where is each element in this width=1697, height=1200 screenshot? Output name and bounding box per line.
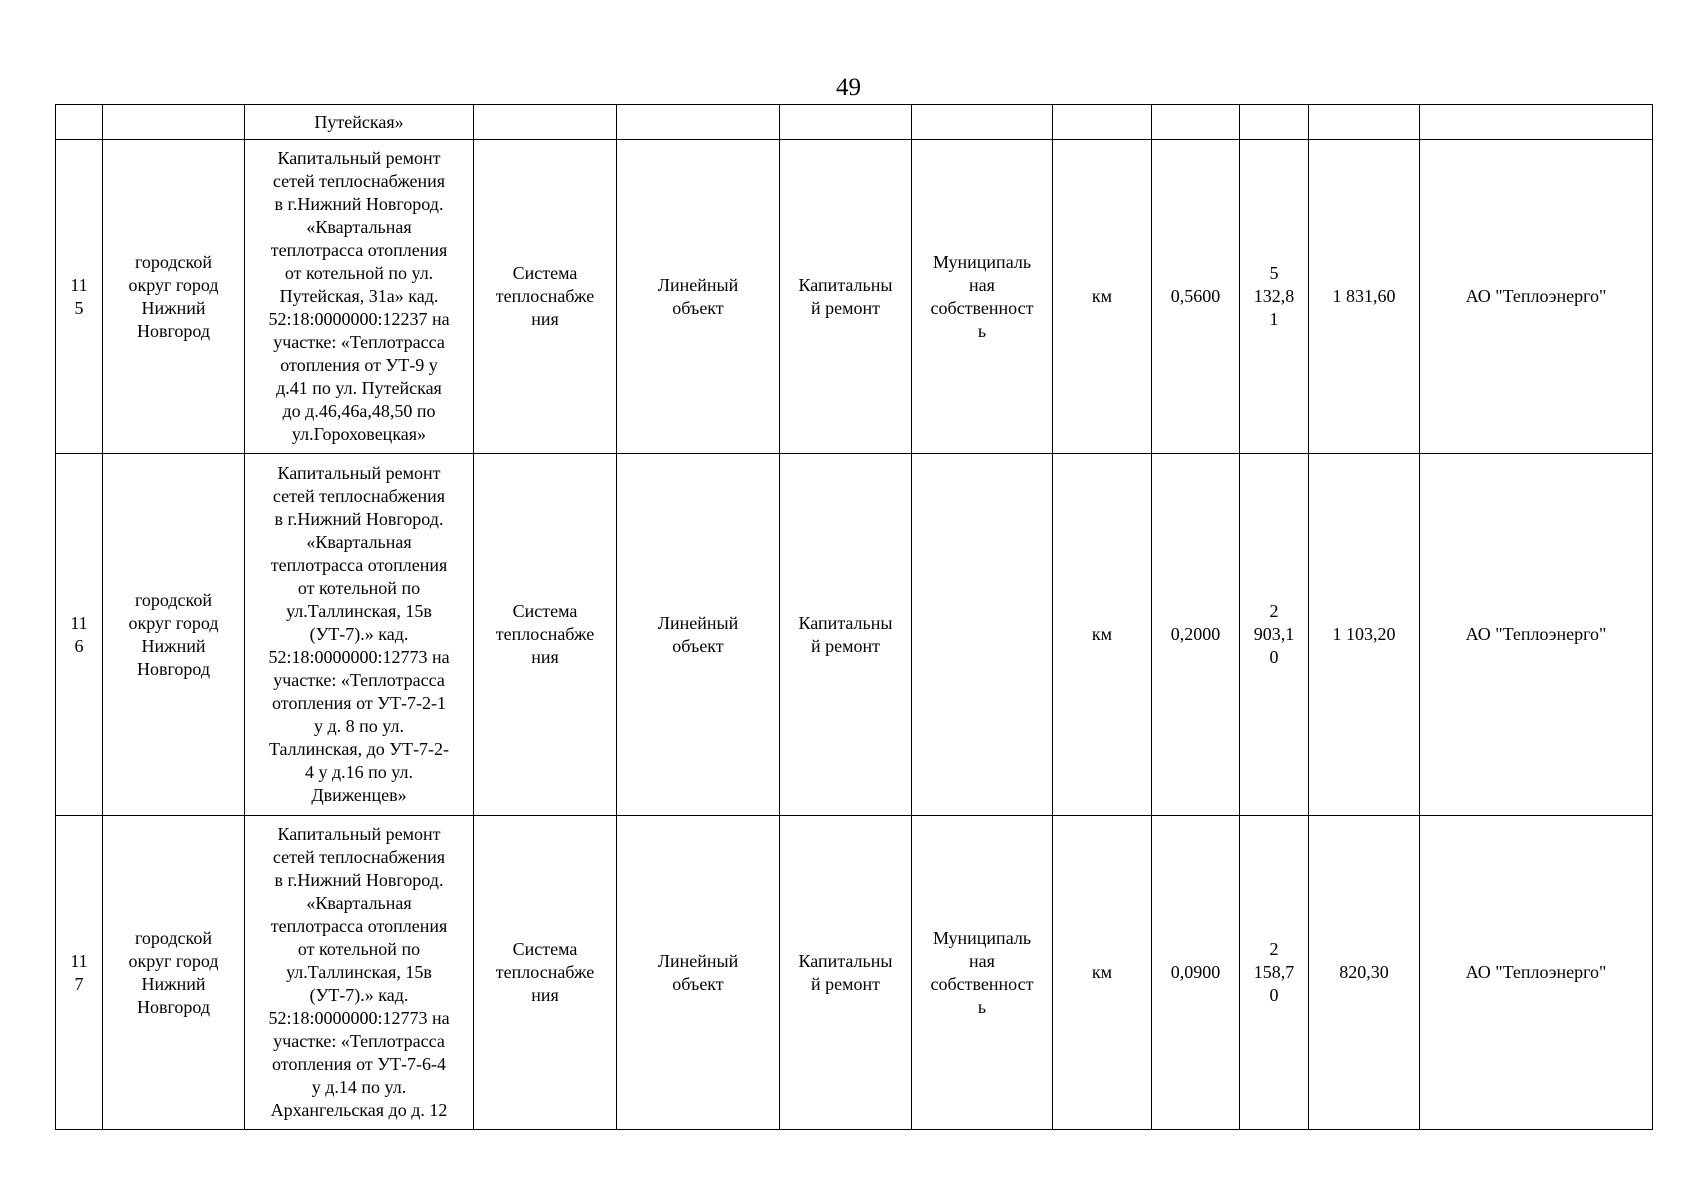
cell-description-line: 4 у д.16 по ул. xyxy=(305,762,413,782)
cell-description-line: в г.Нижний Новгород. xyxy=(274,509,444,529)
cell-ownership xyxy=(912,816,1053,1130)
cell-num-line: 11 xyxy=(70,612,88,633)
cell-cost-per-unit-line: 132,8 xyxy=(1253,286,1295,306)
cell-system-line: теплоснабже xyxy=(495,962,595,982)
cell-object-type-line: объект xyxy=(672,973,724,994)
cell-system-line: Система xyxy=(512,601,578,621)
cell-num xyxy=(56,140,103,454)
cell-object-type xyxy=(617,454,780,816)
cell-description-line: теплотрасса отопления xyxy=(270,555,448,575)
cell-description-line: до д.46,46а,48,50 по xyxy=(282,401,436,421)
cell-cost-per-unit-line: 0 xyxy=(1269,647,1279,667)
cell-system-line: ния xyxy=(531,647,559,667)
cell-territory-line: Новгород xyxy=(136,320,211,341)
cell-territory-line: Нижний xyxy=(141,297,206,318)
cell-work-type-line: й ремонт xyxy=(810,973,880,994)
cell-num xyxy=(56,816,103,1130)
cell-description-line: Архангельская до д. 12 xyxy=(270,1100,448,1120)
cell-description-line: отопления от УТ-7-2-1 xyxy=(272,693,446,713)
cell-description-line: сетей теплоснабжения xyxy=(272,847,446,867)
cell-description-line: (УТ-7).» кад. xyxy=(309,624,409,644)
cell-work-type xyxy=(780,816,912,1130)
cell-description-line: сетей теплоснабжения xyxy=(272,171,446,191)
cell-territory xyxy=(103,816,245,1130)
cell-description-line: у д. 8 по ул. xyxy=(314,716,404,736)
cell-total-cost xyxy=(1309,105,1420,140)
cell-territory-line: Новгород xyxy=(136,996,211,1017)
table-row xyxy=(56,454,1653,816)
cell-ownership-line: собственност xyxy=(930,297,1034,318)
cell-cost-per-unit-line: 5 xyxy=(1269,263,1279,283)
cell-total-cost: 820,30 xyxy=(1309,816,1420,1130)
cell-description-line: «Квартальная xyxy=(306,532,412,552)
cell-description-line: от котельной по xyxy=(297,939,421,959)
cell-description-line: в г.Нижний Новгород. xyxy=(274,194,444,214)
cell-object-type xyxy=(617,140,780,454)
cell-work-type xyxy=(780,140,912,454)
cell-ownership-line: ная xyxy=(969,274,995,295)
cell-unit: км xyxy=(1053,140,1152,454)
cell-cost-per-unit-line: 2 xyxy=(1269,601,1279,621)
cell-cost-per-unit-line: 2 xyxy=(1269,939,1279,959)
cell-description-line: 52:18:0000000:12773 на xyxy=(268,1008,450,1028)
cell-description xyxy=(245,816,474,1130)
cell-description-line: от котельной по xyxy=(297,578,421,598)
cell-territory-line: городской xyxy=(134,589,213,610)
cell-territory-line: городской xyxy=(134,927,213,948)
cell-description-line: у д.14 по ул. xyxy=(311,1077,407,1097)
cell-description-line: ул.Таллинская, 15в xyxy=(286,601,432,621)
cell-organization: АО "Теплоэнерго" xyxy=(1420,140,1653,454)
cell-system xyxy=(474,454,617,816)
cell-num xyxy=(56,454,103,816)
cell-system-line: теплоснабже xyxy=(495,286,595,306)
cell-organization xyxy=(1420,105,1653,140)
cell-territory-line: округ город xyxy=(128,950,219,971)
cell-ownership-line: ь xyxy=(977,320,987,341)
cell-quantity: 0,5600 xyxy=(1152,140,1240,454)
cell-system-line: теплоснабже xyxy=(495,624,595,644)
cell-work-type-line: й ремонт xyxy=(810,297,880,318)
cell-quantity: 0,0900 xyxy=(1152,816,1240,1130)
cell-description-line: участке: «Теплотрасса xyxy=(273,670,445,690)
cell-cost-per-unit xyxy=(1240,105,1309,140)
cell-system-line: Система xyxy=(512,939,578,959)
cell-description-line: Таллинская, до УТ-7-2- xyxy=(268,739,450,759)
cell-work-type xyxy=(780,105,912,140)
cell-description-line: (УТ-7).» кад. xyxy=(309,985,409,1005)
cell-description-line: д.41 по ул. Путейская xyxy=(276,378,442,398)
cell-cost-per-unit-line: 1 xyxy=(1269,309,1279,329)
cell-object-type-line: объект xyxy=(672,297,724,318)
cell-description-line: ул.Таллинская, 15в xyxy=(286,962,432,982)
cell-work-type-line: Капитальны xyxy=(798,950,893,971)
cell-total-cost: 1 831,60 xyxy=(1309,140,1420,454)
cell-object-type-line: объект xyxy=(672,635,724,656)
cell-territory-line: городской xyxy=(134,251,213,272)
cell-num-line: 5 xyxy=(74,297,84,318)
cell-description-line: сетей теплоснабжения xyxy=(272,486,446,506)
cell-system xyxy=(474,105,617,140)
cell-description-line: Капитальный ремонт xyxy=(277,148,441,168)
cell-organization: АО "Теплоэнерго" xyxy=(1420,454,1653,816)
cell-work-type-line: й ремонт xyxy=(810,635,880,656)
cell-territory-line: Нижний xyxy=(141,635,206,656)
cell-ownership-line: ная xyxy=(969,950,995,971)
cell-description-line: ул.Гороховецкая» xyxy=(291,424,427,444)
cell-object-type xyxy=(617,816,780,1130)
cell-description-line: Капитальный ремонт xyxy=(277,463,441,483)
cell-organization: АО "Теплоэнерго" xyxy=(1420,816,1653,1130)
table-row xyxy=(56,140,1653,454)
cell-description-line: Капитальный ремонт xyxy=(277,824,441,844)
cell-description-line: теплотрасса отопления xyxy=(270,916,448,936)
cell-cost-per-unit-line: 158,7 xyxy=(1253,962,1295,982)
table-row xyxy=(56,816,1653,1130)
cell-ownership xyxy=(912,105,1053,140)
cell-num xyxy=(56,105,103,140)
cell-territory xyxy=(103,105,245,140)
cell-description xyxy=(245,454,474,816)
cell-object-type-line: Линейный xyxy=(657,612,739,633)
cell-ownership-line: собственност xyxy=(930,973,1034,994)
cell-work-type xyxy=(780,454,912,816)
cell-system xyxy=(474,816,617,1130)
cell-unit xyxy=(1053,105,1152,140)
cell-quantity xyxy=(1152,105,1240,140)
page-number: 49 xyxy=(836,74,861,101)
cell-num-line: 7 xyxy=(74,973,84,994)
cell-system-line: Система xyxy=(512,263,578,283)
cell-cost-per-unit-line: 0 xyxy=(1269,985,1279,1005)
cell-description-line: отопления от УТ-9 у xyxy=(280,355,438,375)
cell-object-type-line: Линейный xyxy=(657,274,739,295)
cell-num-line: 11 xyxy=(70,274,88,295)
cell-unit: км xyxy=(1053,816,1152,1130)
cell-num-line: 6 xyxy=(74,635,84,656)
cell-description-line: Движенцев» xyxy=(311,785,407,805)
cell-ownership xyxy=(912,140,1053,454)
cell-system-line: ния xyxy=(531,985,559,1005)
cell-description-line: от котельной по ул. xyxy=(284,263,434,283)
cell-territory xyxy=(103,454,245,816)
cell-system xyxy=(474,140,617,454)
cell-cost-per-unit xyxy=(1240,140,1309,454)
cell-territory-line: Нижний xyxy=(141,973,206,994)
table-row-continuation xyxy=(56,105,1653,140)
cell-description-line: Путейская, 31а» кад. xyxy=(279,286,439,306)
cell-cost-per-unit-line: 903,1 xyxy=(1253,624,1295,644)
cell-system-line: ния xyxy=(531,309,559,329)
cell-description-line: 52:18:0000000:12237 на xyxy=(268,309,450,329)
cell-ownership-line: ь xyxy=(977,996,987,1017)
cell-description xyxy=(245,140,474,454)
cell-unit: км xyxy=(1053,454,1152,816)
cell-description: Путейская» xyxy=(245,105,474,140)
cell-description-line: участке: «Теплотрасса xyxy=(273,1031,445,1051)
cell-cost-per-unit xyxy=(1240,454,1309,816)
cell-cost-per-unit xyxy=(1240,816,1309,1130)
cell-ownership-line: Муниципаль xyxy=(932,251,1032,272)
cell-territory xyxy=(103,140,245,454)
cell-object-type-line: Линейный xyxy=(657,950,739,971)
cell-territory-line: Новгород xyxy=(136,658,211,679)
cell-ownership-line: Муниципаль xyxy=(932,927,1032,948)
cell-quantity: 0,2000 xyxy=(1152,454,1240,816)
cell-description-line: «Квартальная xyxy=(306,893,412,913)
cell-territory-line: округ город xyxy=(128,274,219,295)
cell-ownership xyxy=(912,454,1053,816)
cell-description-line: участке: «Теплотрасса xyxy=(273,332,445,352)
cell-description-line: 52:18:0000000:12773 на xyxy=(268,647,450,667)
cell-work-type-line: Капитальны xyxy=(798,612,893,633)
cell-description-line: отопления от УТ-7-6-4 xyxy=(272,1054,446,1074)
cell-description-line: в г.Нижний Новгород. xyxy=(274,870,444,890)
cell-num-line: 11 xyxy=(70,950,88,971)
cell-territory-line: округ город xyxy=(128,612,219,633)
cell-work-type-line: Капитальны xyxy=(798,274,893,295)
cell-object-type xyxy=(617,105,780,140)
cell-description-line: «Квартальная xyxy=(306,217,412,237)
cell-total-cost: 1 103,20 xyxy=(1309,454,1420,816)
cell-description-line: теплотрасса отопления xyxy=(270,240,448,260)
document-table xyxy=(55,104,1653,1130)
